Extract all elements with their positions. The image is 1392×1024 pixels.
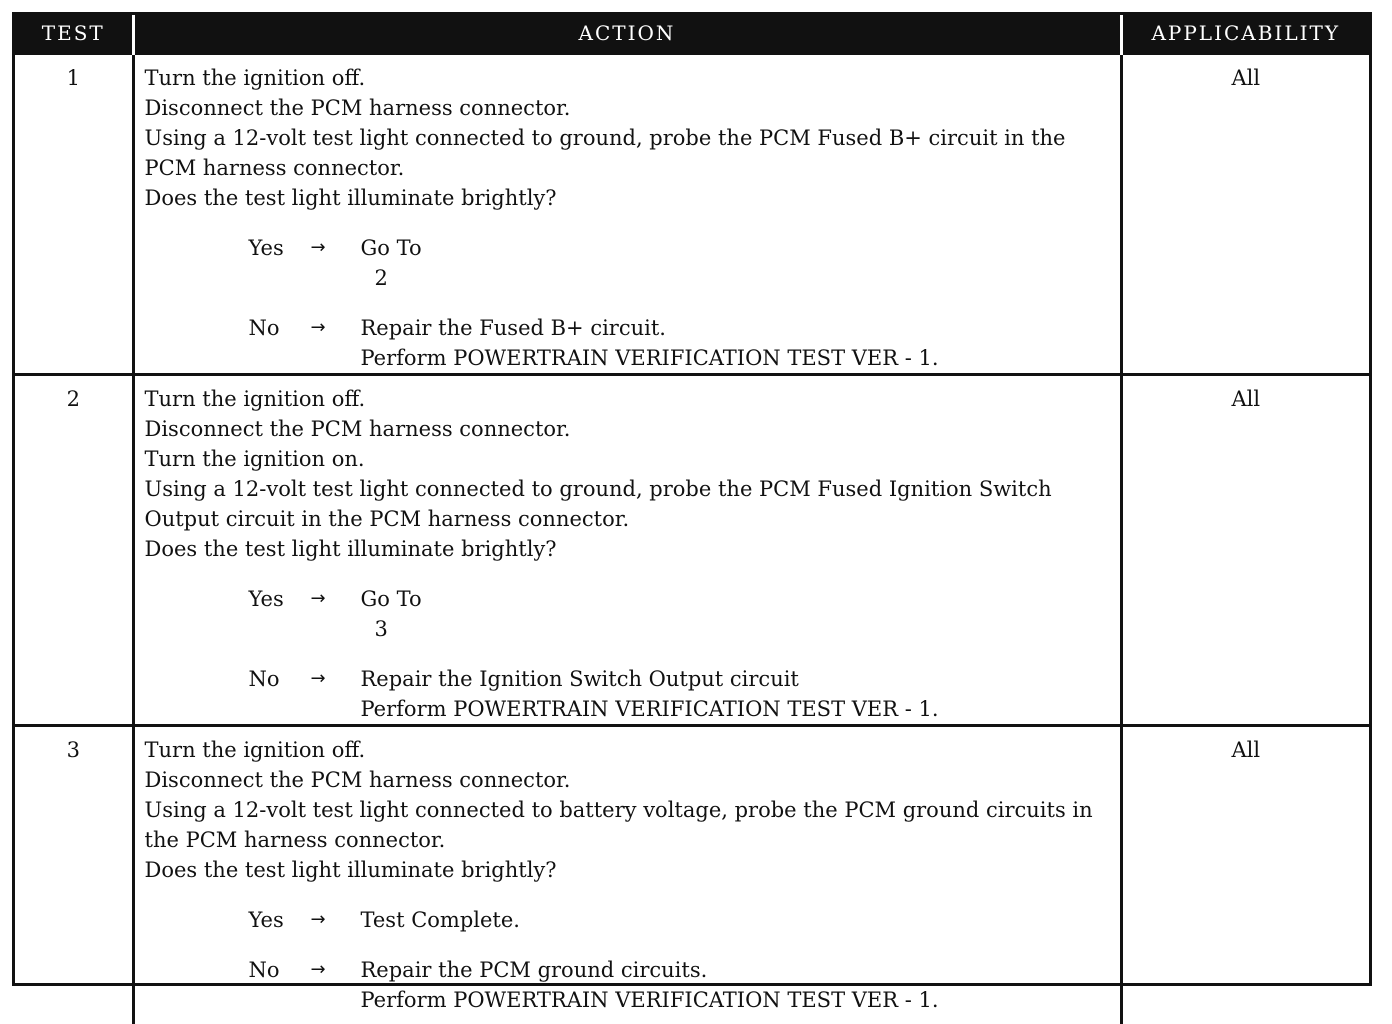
test-number: 3 [15,725,133,1024]
yes-outcome [361,584,1114,644]
goto-label: Go To [360,235,422,260]
header-test: TEST [15,15,133,53]
test-number: 2 [15,374,133,725]
no-outcome [361,955,1114,1015]
action-step: Disconnect the PCM harness connector. [144,767,571,792]
action-question: Does the test light illuminate brightly? [144,536,557,561]
table-row-test-1 [15,53,1369,374]
table-row-test-3 [15,725,1369,1024]
action-step: Turn the ignition off. [144,65,366,90]
arrow-right-icon: → [310,236,326,258]
action-cell [133,374,1121,725]
goto-test-number: 3 [374,616,388,641]
action-step: Using a 12-volt test light connected to ground, probe the PCM Fused B+ circuit in the PCM harness connector. [144,125,1066,180]
applicability-value: All [1121,53,1369,374]
no-result [249,664,1114,724]
no-result [249,955,1114,1015]
arrow-right-icon: → [310,316,326,338]
no-result [249,313,1114,373]
table-header-row [15,15,1369,53]
goto-text [361,233,1114,293]
action-step: Turn the ignition off. [144,737,366,762]
no-outcome-line: Perform POWERTRAIN VERIFICATION TEST VER - 1. [360,987,939,1012]
applicability-value: All [1121,725,1369,1024]
action-step: Disconnect the PCM harness connector. [144,95,571,120]
no-outcome-line: Repair the Fused B+ circuit. [360,315,666,340]
action-step: Turn the ignition on. [144,446,365,471]
arrow-right-icon: → [310,667,326,689]
no-label: No [248,666,280,691]
action-question: Does the test light illuminate brightly? [144,185,557,210]
table-row-test-2 [15,374,1369,725]
arrow-right-icon: → [310,908,326,930]
action-step: Using a 12-volt test light connected to ground, probe the PCM Fused Ignition Switch Output circuit in the PCM harness connector. [144,476,1052,531]
goto-text [361,584,1114,644]
goto-label: Go To [360,586,422,611]
action-step: Disconnect the PCM harness connector. [144,416,571,441]
goto-test-number: 2 [374,265,388,290]
yes-result [249,233,1114,293]
applicability-value: All [1121,374,1369,725]
no-outcome-line: Perform POWERTRAIN VERIFICATION TEST VER - 1. [360,345,939,370]
yes-result [249,584,1114,644]
action-step: Using a 12-volt test light connected to battery voltage, probe the PCM ground circuits in the PCM harness connector. [144,797,1093,852]
no-label: No [248,957,280,982]
no-label: No [248,315,280,340]
no-outcome [361,313,1114,373]
header-applicability: APPLICABILITY [1121,15,1369,53]
action-cell [133,725,1121,1024]
yes-label: Yes [248,235,284,260]
yes-result [249,905,1114,935]
action-question: Does the test light illuminate brightly? [144,857,557,882]
yes-label: Yes [248,586,284,611]
action-step: Turn the ignition off. [144,386,366,411]
arrow-right-icon: → [310,958,326,980]
no-outcome-line: Perform POWERTRAIN VERIFICATION TEST VER - 1. [360,696,939,721]
diagnostic-test-table [15,15,1369,1024]
header-action: ACTION [133,15,1121,53]
arrow-right-icon: → [310,587,326,609]
yes-outcome [361,233,1114,293]
no-outcome-line: Repair the Ignition Switch Output circuit [360,666,799,691]
no-outcome [361,664,1114,724]
diagnostic-table-frame [12,12,1372,1012]
yes-outcome: Test Complete. [360,907,520,932]
no-outcome-line: Repair the PCM ground circuits. [360,957,708,982]
yes-label: Yes [248,907,284,932]
test-number: 1 [15,53,133,374]
action-cell [133,53,1121,374]
